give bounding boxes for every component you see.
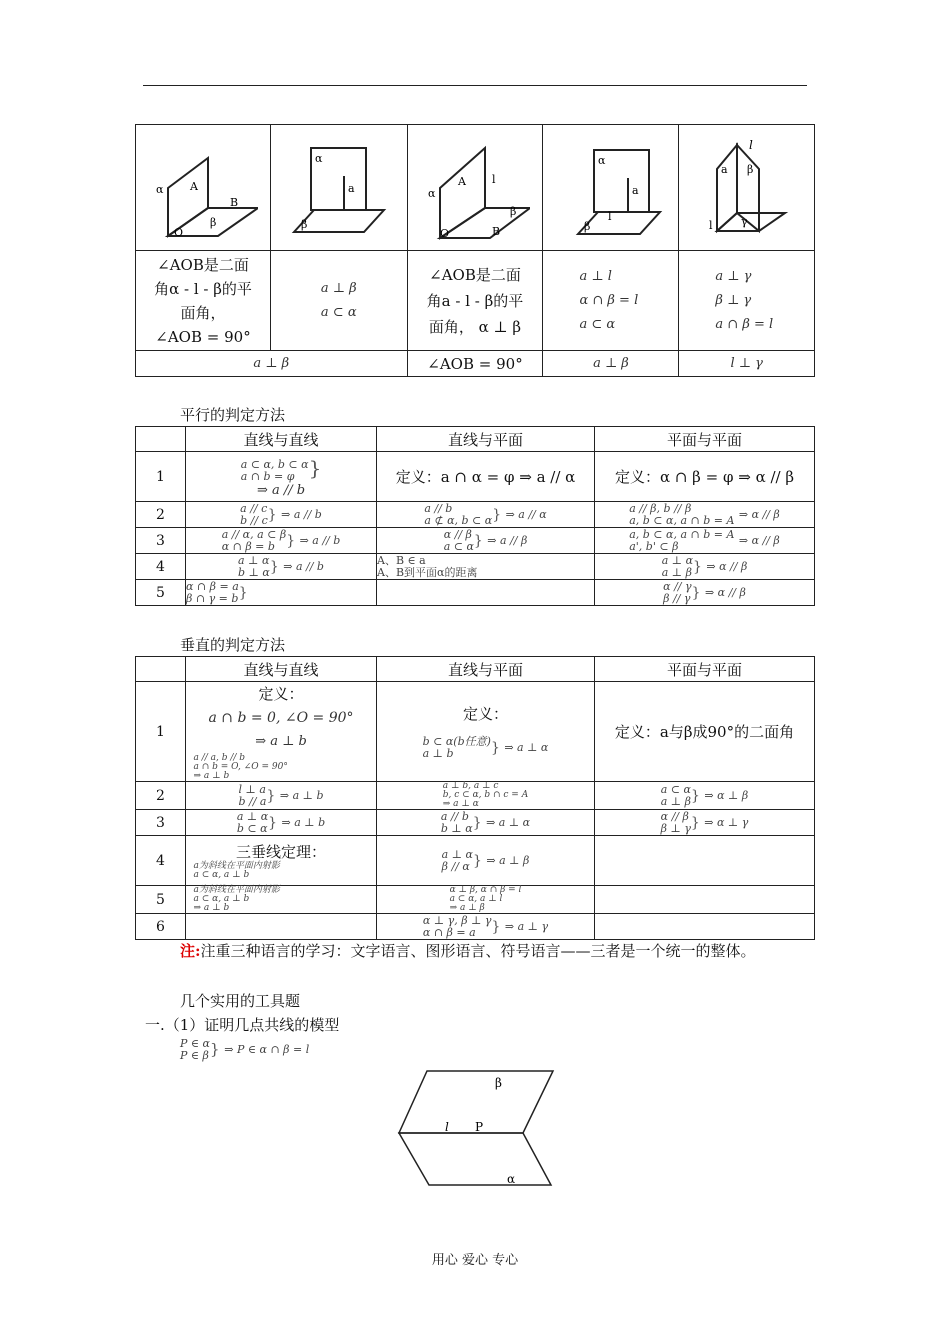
- desc-5-line-3: a ∩ β = l: [715, 316, 774, 332]
- perp-r4-c3: [595, 836, 815, 886]
- line: ⇒ a // b: [299, 533, 341, 547]
- line: β // γ: [663, 591, 691, 605]
- line: a, b ⊂ α, a ∩ b = A: [629, 513, 735, 527]
- line: a ⊥ α: [441, 847, 473, 861]
- tools-formula: P ∈ α P ∈ β } ⇒ P ∈ α ∩ β = l: [180, 1037, 310, 1062]
- desc-3-line-1: ∠AOB是二面: [429, 265, 521, 284]
- perp-r1-c2: 定义： b ⊂ α(b任意) a ⊥ b } ⇒ a ⊥ α: [377, 682, 595, 782]
- line: ⇒ a ⊥ β: [449, 903, 485, 913]
- line: ⇒ a ⊥ α: [442, 799, 479, 809]
- line: ⇒ a // b: [256, 482, 306, 498]
- perp-row-number: 4: [136, 836, 186, 886]
- fig-cell-3: [407, 125, 543, 251]
- desc-3-line-3: 面角， α ⊥ β: [428, 317, 522, 336]
- parallel-r1-c2: 定义：a ∩ α = φ ⇒ a // α: [377, 452, 595, 502]
- line: α ∩ β = a: [186, 579, 239, 593]
- desc-3: [407, 251, 543, 351]
- line: a ⊥ α: [236, 809, 269, 823]
- parallel-r1-c1: [241, 459, 309, 483]
- line: a ⊥ β: [660, 794, 692, 808]
- fig-cell-2: [271, 125, 408, 251]
- fig-4-label-c: l: [607, 209, 612, 223]
- desc-4: [543, 251, 679, 351]
- parallel-r4-c1: a ⊥ α b ⊥ α } ⇒ a // b: [186, 554, 377, 580]
- parallel-r5-c2: [377, 580, 595, 606]
- perp-r6-c2: α ⊥ γ, β ⊥ γ α ∩ β = a } ⇒ a ⊥ γ: [377, 914, 595, 940]
- parallel-r1-c3: 定义：α ∩ β = φ ⇒ α // β: [595, 452, 815, 502]
- line: 定义：: [462, 705, 508, 723]
- perp-r3-c1: a ⊥ α b ⊂ α } ⇒ a ⊥ b: [186, 810, 377, 836]
- line: b ⊂ α(b任意): [422, 735, 491, 748]
- desc-1-line-4: ∠AOB = 90°: [155, 327, 251, 346]
- collinear-figure: [395, 1065, 565, 1195]
- line: α ⊥ β, α ∩ β = l: [449, 885, 522, 895]
- line: a ⊥ α: [238, 553, 270, 567]
- line: β ⊥ γ: [660, 821, 691, 835]
- line: ⇒ P ∈ α ∩ β = l: [224, 1043, 310, 1056]
- line: ⇒ a ⊥ b: [255, 734, 307, 749]
- fig-5-label-d: γ: [740, 214, 748, 228]
- perp-r3-c2: a // b b ⊥ α } ⇒ a ⊥ α: [377, 810, 595, 836]
- desc-4-line-1: a ⊥ l: [579, 268, 612, 284]
- fig-3-label-d: O: [439, 226, 450, 240]
- parallel-row-number: 3: [136, 528, 186, 554]
- perp-r6-c3: [595, 914, 815, 940]
- line: a ∩ b = φ: [240, 469, 295, 483]
- desc-1-line-3: 面角，: [180, 303, 226, 322]
- fig-2-label-a: α: [314, 151, 323, 165]
- desc-2: [271, 251, 408, 351]
- result-1: a ⊥ β: [136, 351, 408, 377]
- line: b ⊂ α: [236, 821, 268, 835]
- perp-r2-c3: a ⊂ α a ⊥ β } ⇒ α ⊥ β: [595, 782, 815, 810]
- fig-3-label-e: B: [491, 224, 501, 238]
- parallel-r5-c3: α // γ β // γ } ⇒ α // β: [595, 580, 815, 606]
- line: ⇒ a // β: [487, 533, 528, 547]
- parallel-r5-c1: α ∩ β = a β ∩ γ = b }: [186, 580, 377, 606]
- line: ⇒ a ⊥ α: [504, 741, 549, 754]
- fig-cell-4: [543, 125, 679, 251]
- perpendicular-title: 垂直的判定方法: [180, 636, 286, 654]
- line: ⇒ α // β: [704, 585, 746, 599]
- perp-row-number: 3: [136, 810, 186, 836]
- fig-label-p: P: [475, 1120, 484, 1134]
- fig-3: [420, 133, 530, 243]
- parallel-r4-c3: a ⊥ α a ⊥ β } ⇒ α // β: [595, 554, 815, 580]
- parallel-row-number: 1: [136, 452, 186, 502]
- perpendicular-table: [135, 656, 815, 940]
- desc-1-line-1: ∠AOB是二面: [157, 255, 249, 274]
- line: ⇒ α // β: [706, 559, 748, 573]
- fig-1-label-e: O: [174, 225, 184, 238]
- perp-header-3: 平面与平面: [595, 657, 815, 682]
- line: α ⊥ γ, β ⊥ γ: [422, 913, 492, 927]
- line: a // β, b // β: [629, 501, 692, 515]
- line: α ∩ β = b: [221, 539, 275, 553]
- note-text: 注重三种语言的学习：文字语言、图形语言、符号语言——三者是一个统一的整体。: [200, 942, 756, 960]
- result-2: ∠AOB = 90°: [407, 351, 543, 377]
- line: 定义：: [258, 685, 304, 703]
- line: a ⊥ b, a ⊥ c: [442, 781, 499, 791]
- parallel-r3-c3: [595, 528, 815, 554]
- parallel-title: 平行的判定方法: [180, 406, 286, 424]
- perp-row-number: 6: [136, 914, 186, 940]
- line: a ⊂ α: [660, 782, 691, 796]
- perp-r3-c3: α // β β ⊥ γ } ⇒ α ⊥ γ: [595, 810, 815, 836]
- line: a // b: [424, 501, 453, 515]
- line: b // a: [238, 794, 267, 808]
- desc-2-line-2: a ⊂ α: [320, 304, 357, 320]
- fig-4: [556, 138, 666, 238]
- fig-5-label-e: l: [708, 218, 713, 232]
- fig-label-alpha: α: [507, 1172, 516, 1186]
- line: A、B到平面α的距离: [377, 565, 478, 579]
- line: a // b: [440, 809, 469, 823]
- desc-4-line-3: a ⊂ α: [579, 316, 616, 332]
- perp-r4-c2: a ⊥ α β // α } ⇒ a ⊥ β: [377, 836, 595, 886]
- parallel-r3-c1: a // α, a ⊂ β α ∩ β = b } ⇒ a // b: [186, 528, 377, 554]
- line: a ∩ b = 0, ∠O = 90°: [208, 710, 354, 726]
- fig-5-label-a: l: [748, 137, 753, 152]
- perp-corner: [136, 657, 186, 682]
- line: ⇒ a ⊥ γ: [504, 919, 549, 933]
- line: ⇒ a ⊥ β: [486, 853, 530, 867]
- line: a ⊥ b: [422, 747, 454, 760]
- line: ⇒ α // β: [738, 507, 780, 521]
- fig-3-label-a: α: [427, 186, 436, 200]
- perp-r2-c2: [377, 782, 595, 810]
- line: ⇒ a // b: [281, 507, 322, 521]
- line: ⇒ α ⊥ γ: [704, 815, 749, 829]
- fig-1-label-c: β: [210, 215, 217, 229]
- fig-1: [148, 138, 258, 238]
- tools-item: 一.（1）证明几点共线的模型: [145, 1016, 340, 1034]
- parallel-r2-c2: a // b a ⊄ α, b ⊂ α } ⇒ a // α: [377, 502, 595, 528]
- fig-1-label-a: α: [156, 182, 164, 196]
- line: a ⊂ α, b ⊂ α: [240, 457, 309, 471]
- line: ⇒ a ⊥ b: [193, 903, 230, 913]
- line: b, c ⊂ α, b ∩ c = A: [442, 790, 529, 800]
- line: a为斜线在平面内射影: [193, 861, 280, 871]
- line: 三垂线定理：: [235, 843, 326, 861]
- fig-3-label-b: A: [457, 174, 466, 188]
- fig-3-label-f: β: [509, 204, 517, 218]
- perp-r2-c1: l ⊥ a b // a } ⇒ a ⊥ b: [186, 782, 377, 810]
- desc-2-line-1: a ⊥ β: [320, 280, 357, 296]
- line: b ⊥ α: [440, 821, 473, 835]
- parallel-table: [135, 426, 815, 606]
- desc-3-line-2: 角a - l - β的平: [426, 291, 524, 310]
- desc-4-line-2: α ∩ β = l: [579, 292, 639, 308]
- fig-4-label-b: a: [631, 183, 639, 197]
- parallel-r2-c1: a // c b // c } ⇒ a // b: [186, 502, 377, 528]
- line: a ⊄ α, b ⊂ α: [424, 513, 493, 527]
- desc-1-line-2: 角α - l - β的平: [154, 279, 252, 298]
- desc-5-line-2: β ⊥ γ: [715, 292, 752, 308]
- line: ⇒ α // β: [738, 533, 780, 547]
- parallel-r4-c2: [377, 554, 595, 580]
- line: a ⊂ α, a ⊥ b: [193, 894, 250, 904]
- perp-header-2: 直线与平面: [377, 657, 595, 682]
- line: a // α, a ⊂ β: [221, 527, 287, 541]
- line: ⇒ a // α: [505, 507, 547, 521]
- line: a // a, b // b: [193, 753, 246, 763]
- line: ⇒ a ⊥ b: [193, 771, 230, 781]
- fig-3-label-c: l: [491, 172, 496, 186]
- result-3: a ⊥ β: [543, 351, 679, 377]
- line: a ⊂ α: [443, 539, 474, 553]
- perp-r6-c1: [186, 914, 377, 940]
- perp-r5-c2: [377, 886, 595, 914]
- fig-cell-1: [136, 125, 271, 251]
- fig-4-label-d: β: [583, 219, 591, 233]
- perp-r1-c1: [186, 682, 377, 782]
- line: a ∩ b = O, ∠O = 90°: [193, 762, 288, 772]
- line: a, b ⊂ α, a ∩ b = A: [629, 527, 735, 541]
- top-rule: [143, 85, 807, 86]
- note: [180, 940, 756, 961]
- result-4: l ⊥ γ: [679, 351, 815, 377]
- tools-title: 几个实用的工具题: [180, 992, 301, 1010]
- perp-header-1: 直线与直线: [186, 657, 377, 682]
- footer: 用心 爱心 专心: [431, 1253, 519, 1268]
- line: b // c: [240, 513, 268, 527]
- fig-5-label-b: a: [720, 162, 728, 176]
- note-label: 注:: [180, 942, 201, 960]
- perp-row-number: 2: [136, 782, 186, 810]
- line: ⇒ a ⊥ α: [486, 815, 531, 829]
- line: β // α: [441, 859, 470, 873]
- fig-2: [289, 138, 389, 238]
- fig-5: [697, 133, 797, 243]
- fig-1-label-b: A: [190, 179, 198, 193]
- desc-1: [136, 251, 271, 351]
- parallel-r2-c3: [595, 502, 815, 528]
- desc-5-line-1: a ⊥ γ: [715, 268, 752, 284]
- perp-row-number: 5: [136, 886, 186, 914]
- line: a // c: [240, 501, 268, 515]
- line: ⇒ a ⊥ b: [281, 815, 326, 829]
- parallel-cell: a ⊂ α, b ⊂ α a ∩ b = φ } ⇒ a // b: [186, 452, 377, 502]
- line: ⇒ a ⊥ b: [279, 788, 324, 802]
- fig-label-l: l: [445, 1120, 449, 1134]
- fig-5-label-c: β: [746, 162, 754, 176]
- line: A、B ∈ a: [377, 553, 426, 567]
- parallel-header-2: 直线与平面: [377, 427, 595, 452]
- fig-cell-5: [679, 125, 815, 251]
- line: a ⊂ α, a ⊥ b: [193, 870, 250, 880]
- perp-r1-c3: 定义：a与β成90°的二面角: [595, 682, 815, 782]
- line: a ⊥ β: [661, 565, 692, 579]
- desc-5: [679, 251, 815, 351]
- line: ⇒ α ⊥ β: [704, 788, 749, 802]
- parallel-row-number: 2: [136, 502, 186, 528]
- perp-r4-c1: [186, 836, 377, 886]
- line: α // β: [660, 809, 689, 823]
- fig-1-label-d: B: [230, 195, 239, 209]
- line: P ∈ β: [180, 1049, 209, 1062]
- line: a ⊥ α: [661, 553, 694, 567]
- parallel-header-1: 直线与直线: [186, 427, 377, 452]
- line: β ∩ γ = b: [186, 591, 239, 605]
- line: α ∩ β = a: [422, 925, 476, 939]
- line: P ∈ α: [180, 1037, 210, 1050]
- fig-label-beta: β: [495, 1076, 502, 1090]
- dihedral-table: [135, 124, 815, 377]
- parallel-corner: [136, 427, 186, 452]
- fig-4-label-a: α: [597, 153, 606, 167]
- perp-r5-c1: [186, 886, 377, 914]
- line: α // β: [443, 527, 472, 541]
- line: α // γ: [663, 579, 692, 593]
- parallel-r3-c2: α // β a ⊂ α } ⇒ a // β: [377, 528, 595, 554]
- line: l ⊥ a: [238, 782, 266, 796]
- fig-2-label-c: β: [300, 217, 308, 231]
- line: ⇒ a // b: [283, 559, 324, 573]
- fig-2-label-b: a: [347, 181, 355, 195]
- parallel-row-number: 4: [136, 554, 186, 580]
- parallel-row-number: 5: [136, 580, 186, 606]
- line: a为斜线在平面内射影: [193, 885, 280, 895]
- line: a', b' ⊂ β: [629, 539, 679, 553]
- perp-r5-c3: [595, 886, 815, 914]
- line: a ⊂ α, a ⊥ l: [449, 894, 503, 904]
- parallel-header-3: 平面与平面: [595, 427, 815, 452]
- line: b ⊥ α: [238, 565, 270, 579]
- perp-row-number: 1: [136, 682, 186, 782]
